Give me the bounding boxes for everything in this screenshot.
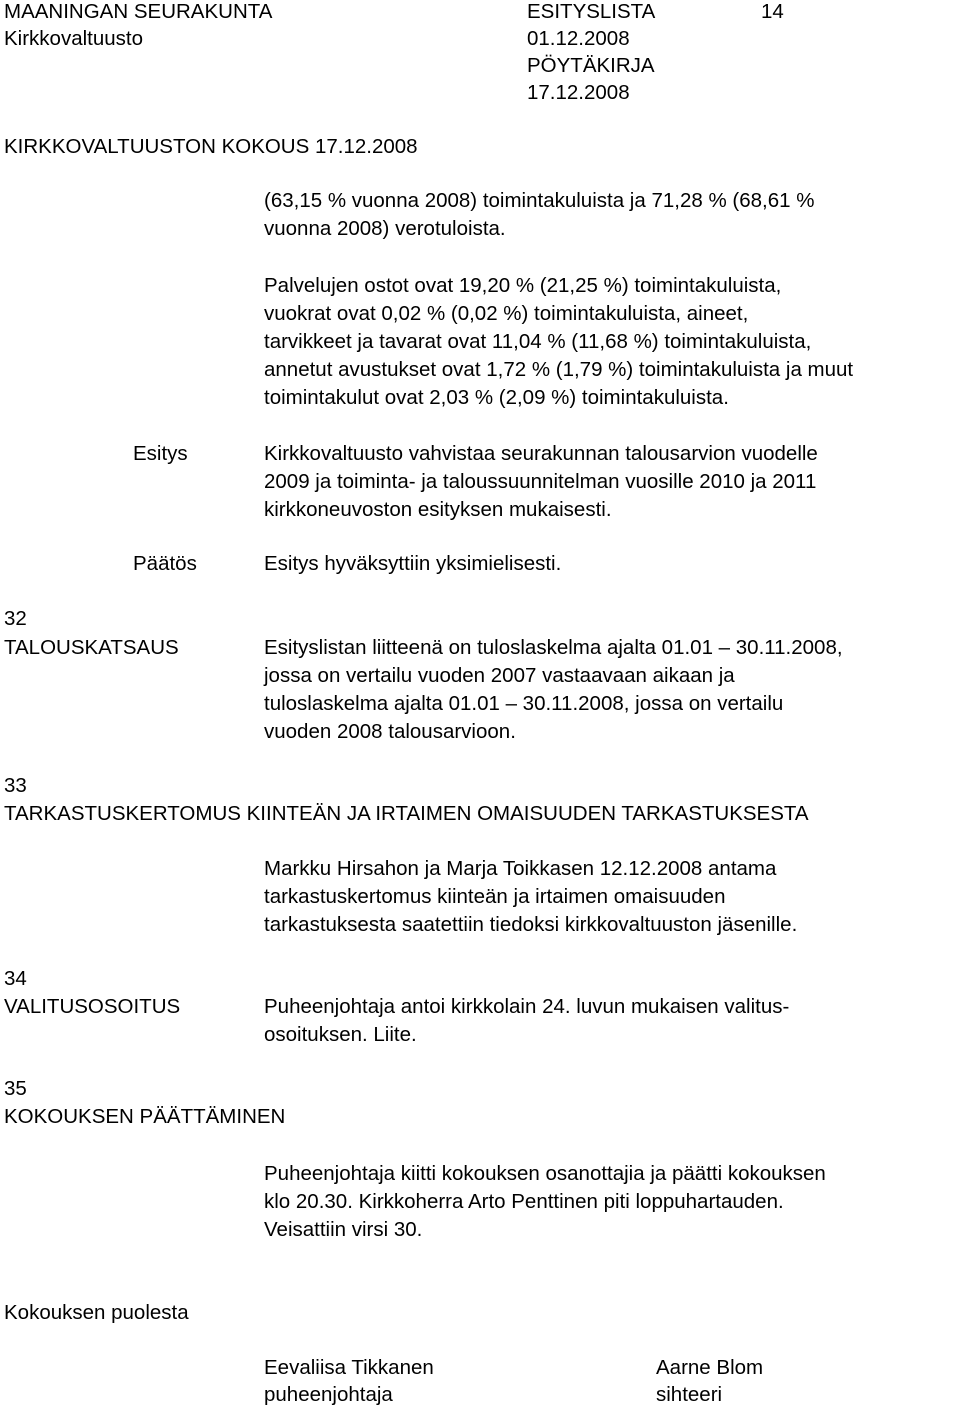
paragraph-line: 2009 ja toiminta- ja taloussuunnitelman vuosille 2010 ja 2011 bbox=[264, 470, 817, 493]
meeting-title: KIRKKOVALTUUSTON KOKOUS 17.12.2008 bbox=[4, 135, 418, 158]
section-35-title: KOKOUKSEN PÄÄTTÄMINEN bbox=[4, 1105, 286, 1128]
list-type: ESITYSLISTA bbox=[527, 0, 656, 23]
paragraph-line: vuokrat ovat 0,02 % (0,02 %) toimintakuluista, aineet, bbox=[264, 302, 749, 325]
paragraph-line: Markku Hirsahon ja Marja Toikkasen 12.12.2008 antama bbox=[264, 857, 777, 880]
secretary-role: sihteeri bbox=[656, 1383, 723, 1406]
paragraph-line: jossa on vertailu vuoden 2007 vastaavaan aikaan ja bbox=[264, 664, 735, 687]
section-34-text bbox=[264, 993, 954, 1049]
section-35-number: 35 bbox=[4, 1077, 27, 1100]
decision-text: Esitys hyväksyttiin yksimielisesti. bbox=[264, 552, 562, 575]
paragraph-line: Palvelujen ostot ovat 19,20 % (21,25 %) toimintakuluista, bbox=[264, 274, 782, 297]
paragraph-line: tuloslaskelma ajalta 01.01 – 30.11.2008, jossa on vertailu bbox=[264, 692, 784, 715]
paragraph-line: tarvikkeet ja tavarat ovat 11,04 % (11,68 %) toimintakuluista, bbox=[264, 330, 812, 353]
signatures-heading: Kokouksen puolesta bbox=[4, 1301, 189, 1324]
secretary-name: Aarne Blom bbox=[656, 1356, 764, 1379]
paragraph-line: tarkastuskertomus kiinteän ja irtaimen omaisuuden bbox=[264, 885, 726, 908]
section-32-title: TALOUSKATSAUS bbox=[4, 636, 179, 659]
paragraph-line: Puheenjohtaja kiitti kokouksen osanottajia ja päätti kokouksen bbox=[264, 1162, 826, 1185]
section-32-number: 32 bbox=[4, 607, 27, 630]
section-34-title: VALITUSOSOITUS bbox=[4, 995, 181, 1018]
paragraph-line: annetut avustukset ovat 1,72 % (1,79 %) toimintakuluista ja muut bbox=[264, 358, 854, 381]
paragraph-line: Esityslistan liitteenä on tuloslaskelma ajalta 01.01 – 30.11.2008, bbox=[264, 636, 843, 659]
paragraph-line: vuonna 2008) verotuloista. bbox=[264, 217, 506, 240]
paragraph-line: Kirkkovaltuusto vahvistaa seurakunnan talousarvion vuodelle bbox=[264, 442, 818, 465]
proposal-text bbox=[264, 440, 954, 524]
minutes-date: 17.12.2008 bbox=[527, 81, 630, 104]
paragraph-line: toimintakulut ovat 2,03 % (2,09 %) toimintakuluista. bbox=[264, 386, 729, 409]
body-name: Kirkkovaltuusto bbox=[4, 27, 144, 50]
proposal-label: Esitys bbox=[133, 442, 188, 465]
organization-name: MAANINGAN SEURAKUNTA bbox=[4, 0, 273, 23]
page-number: 14 bbox=[761, 0, 784, 23]
paragraph-line: osoituksen. Liite. bbox=[264, 1023, 417, 1046]
section-34-number: 34 bbox=[4, 967, 27, 990]
chair-name: Eevaliisa Tikkanen bbox=[264, 1356, 434, 1379]
section-32-text bbox=[264, 634, 954, 746]
costs-paragraph bbox=[264, 272, 954, 412]
decision-label: Päätös bbox=[133, 552, 197, 575]
paragraph-line: tarkastuksesta saatettiin tiedoksi kirkkovaltuuston jäsenille. bbox=[264, 913, 798, 936]
paragraph-line: Puheenjohtaja antoi kirkkolain 24. luvun mukaisen valitus- bbox=[264, 995, 790, 1018]
paragraph-line: vuoden 2008 talousarvioon. bbox=[264, 720, 516, 743]
paragraph-line: klo 20.30. Kirkkoherra Arto Penttinen piti loppuhartauden. bbox=[264, 1190, 784, 1213]
chair-role: puheenjohtaja bbox=[264, 1383, 393, 1406]
section-33-title: TARKASTUSKERTOMUS KIINTEÄN JA IRTAIMEN OMAISUUDEN TARKASTUKSESTA bbox=[4, 802, 809, 825]
paragraph-line: kirkkoneuvoston esityksen mukaisesti. bbox=[264, 498, 612, 521]
section-35-text bbox=[264, 1160, 954, 1244]
section-33-text bbox=[264, 855, 954, 939]
continued-paragraph bbox=[264, 187, 954, 243]
minutes-type: PÖYTÄKIRJA bbox=[527, 54, 655, 77]
section-33-number: 33 bbox=[4, 774, 27, 797]
list-date: 01.12.2008 bbox=[527, 27, 630, 50]
paragraph-line: Veisattiin virsi 30. bbox=[264, 1218, 423, 1241]
paragraph-line: (63,15 % vuonna 2008) toimintakuluista ja 71,28 % (68,61 % bbox=[264, 189, 815, 212]
